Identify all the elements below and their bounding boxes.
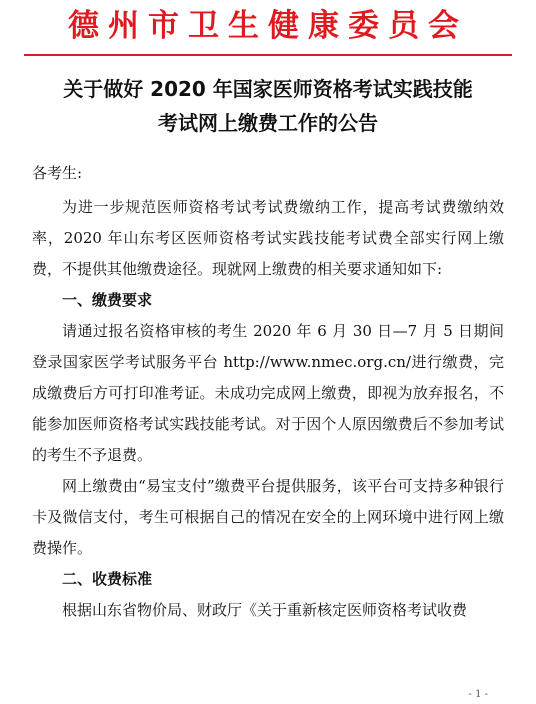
masthead-divider bbox=[24, 54, 512, 56]
payment-platform-paragraph: 网上缴费由“易宝支付”缴费平台提供服务，该平台可支持多种银行卡及微信支付，考生可根据自己的情况在安全的上网环境中进行网上缴费操作。 bbox=[32, 477, 504, 557]
salutation: 各考生: bbox=[32, 164, 83, 182]
section-heading-payment-requirements: 一、缴费要求 bbox=[62, 291, 153, 309]
document-title bbox=[0, 72, 536, 140]
title-line-1: 关于做好 2020 年国家医师资格考试实践技能 bbox=[63, 77, 473, 101]
page-number: - 1 - bbox=[468, 689, 488, 700]
intro-paragraph: 为进一步规范医师资格考试考试费缴纳工作，提高考试费缴纳效率，2020 年山东考区医师资格考试实践技能考试费全部实行网上缴费，不提供其他缴费途径。现就网上缴费的相关要求通知如下: bbox=[32, 198, 504, 278]
section-heading-fee-standard: 二、收费标准 bbox=[62, 570, 153, 588]
title-line-2: 考试网上缴费工作的公告 bbox=[158, 111, 378, 135]
masthead-org-name: 德州市卫生健康委员会 bbox=[68, 8, 468, 44]
document-body bbox=[32, 158, 504, 626]
fee-standard-paragraph: 根据山东省物价局、财政厅《关于重新核定医师资格考试收费 bbox=[62, 601, 468, 619]
payment-requirements-paragraph: 请通过报名资格审核的考生 2020 年 6 月 30 日—7 月 5 日期间登录国家医学考试服务平台 http://www.nmec.org.cn/进行缴费，完成缴费后方可打印准考证。未成功完成网上缴费，即视为放弃报名，不能参加医师资格考试实践技能考试。对于因个人原因缴费后不参加考试的考生不予退费。 bbox=[32, 322, 504, 464]
